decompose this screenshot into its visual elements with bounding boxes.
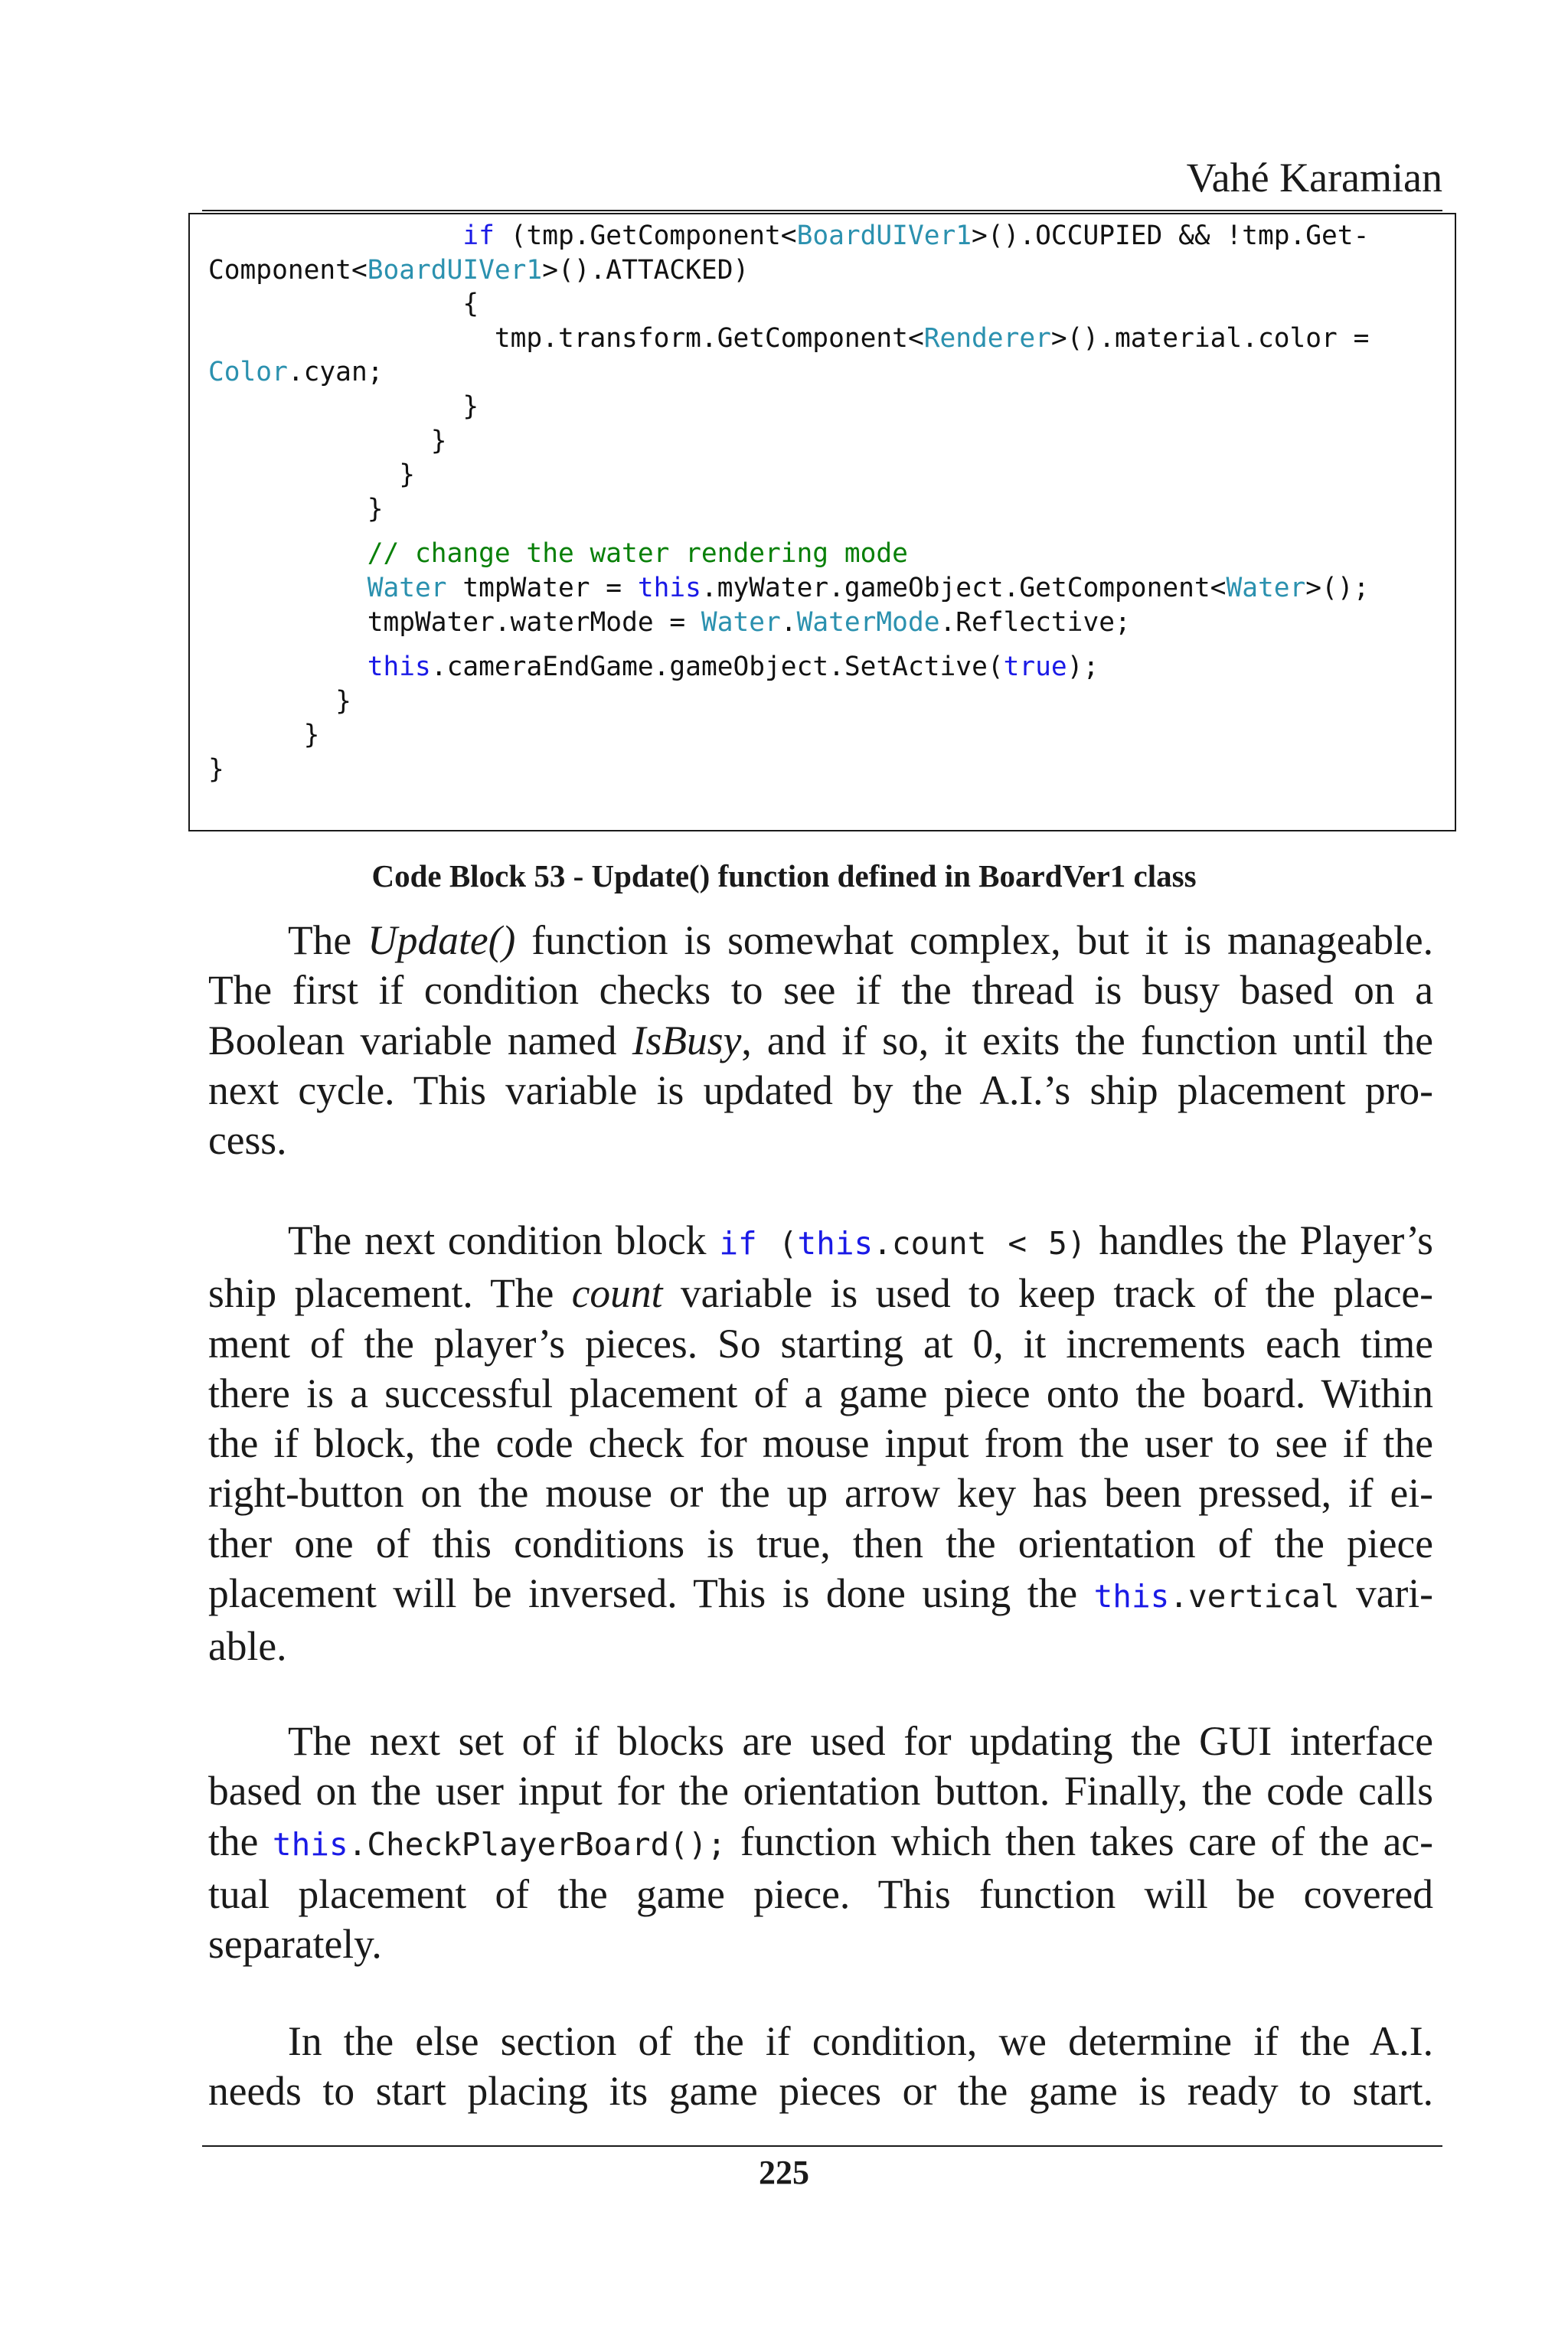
code-line: {: [208, 289, 479, 320]
paragraph-2: [208, 1216, 1433, 1672]
code-line: Color.cyan;: [208, 357, 384, 388]
paragraph-line: ship placement. The count variable is used to keep track of the place-: [208, 1270, 1433, 1317]
paragraph-line: right-button on the mouse or the up arrow key has been pressed, if ei-: [208, 1470, 1433, 1517]
paragraph-3: [208, 1717, 1433, 1969]
paragraph-line: based on the user input for the orientation button. Finally, the code calls: [208, 1768, 1433, 1815]
code-line: [208, 639, 1455, 650]
code-line: }: [208, 685, 351, 717]
emphasis-text: Update(): [368, 917, 516, 963]
code-line: Component<BoardUIVer1>().ATTACKED): [208, 254, 750, 286]
paragraph-line: separately.: [208, 1921, 382, 1968]
paragraph-line: placement will be inversed. This is done using the this.vertical vari-: [208, 1570, 1433, 1617]
code-caption: Code Block 53 - Update() function defined in BoardVer1 class: [371, 858, 1197, 893]
paragraph-line: the if block, the code check for mouse input from the user to see if the: [208, 1420, 1433, 1467]
code-line: this.cameraEndGame.gameObject.SetActive(true);: [367, 652, 1099, 683]
paragraph-line: Boolean variable named IsBusy, and if so, it exits the function until the: [208, 1017, 1433, 1063]
code-line: }: [208, 459, 416, 491]
inline-code: if (this.count < 5): [719, 1225, 1086, 1262]
running-header-author: Vahé Karamian: [1186, 155, 1442, 201]
code-line: tmpWater.waterMode = Water.WaterMode.Reflective;: [367, 606, 1131, 638]
code-block: [188, 213, 1456, 831]
paragraph-line: needs to start placing its game pieces or the game is ready to start.: [208, 2068, 1433, 2115]
footer-rule: [202, 2145, 1442, 2147]
paragraph-line: The first if condition checks to see if the thread is busy based on a: [208, 967, 1433, 1014]
code-line: [208, 526, 1455, 537]
paragraph-line: the this.CheckPlayerBoard(); function which then takes care of the ac-: [208, 1818, 1433, 1864]
code-line: tmp.transform.GetComponent<Renderer>().material.color =: [494, 322, 1370, 354]
code-line: // change the water rendering mode: [367, 538, 908, 570]
paragraph-line: able.: [208, 1623, 287, 1670]
code-line: Water tmpWater = this.myWater.gameObject.GetComponent<Water>();: [367, 572, 1370, 603]
emphasis-text: IsBusy: [632, 1017, 742, 1063]
code-line: if (tmp.GetComponent<BoardUIVer1>().OCCUPIED && !tmp.Get-: [462, 220, 1370, 251]
paragraph-line: cess.: [208, 1117, 287, 1164]
paragraph-4: [208, 2017, 1433, 2117]
header-rule: [202, 210, 1442, 211]
code-line: }: [208, 390, 479, 422]
paragraph-line: The Update() function is somewhat complex, but it is manageable.: [288, 917, 1433, 963]
paragraph-line: there is a successful placement of a game piece onto the board. Within: [208, 1370, 1433, 1416]
paragraph-1: [208, 916, 1433, 1165]
code-line: }: [208, 425, 447, 456]
paragraph-line: The next set of if blocks are used for updating the GUI interface: [288, 1718, 1433, 1764]
code-line: }: [208, 720, 320, 751]
inline-code: this.CheckPlayerBoard();: [272, 1825, 727, 1863]
code-line: }: [208, 493, 384, 524]
paragraph-line: next cycle. This variable is updated by the A.I.’s ship placement pro-: [208, 1067, 1433, 1113]
paragraph-line: In the else section of the if condition, we determine if the A.I.: [288, 2018, 1433, 2064]
emphasis-text: count: [571, 1270, 663, 1317]
paragraph-line: The next condition block if (this.count < 5) handles the Player’s: [288, 1217, 1433, 1263]
paragraph-line: ther one of this conditions is true, then the orientation of the piece: [208, 1520, 1433, 1566]
code-line: }: [208, 753, 224, 785]
paragraph-line: tual placement of the game piece. This function will be covered: [208, 1870, 1433, 1917]
paragraph-line: ment of the player’s pieces. So starting at 0, it increments each time: [208, 1320, 1433, 1367]
page-number: 225: [759, 2154, 809, 2191]
inline-code: this.vertical: [1093, 1578, 1340, 1615]
